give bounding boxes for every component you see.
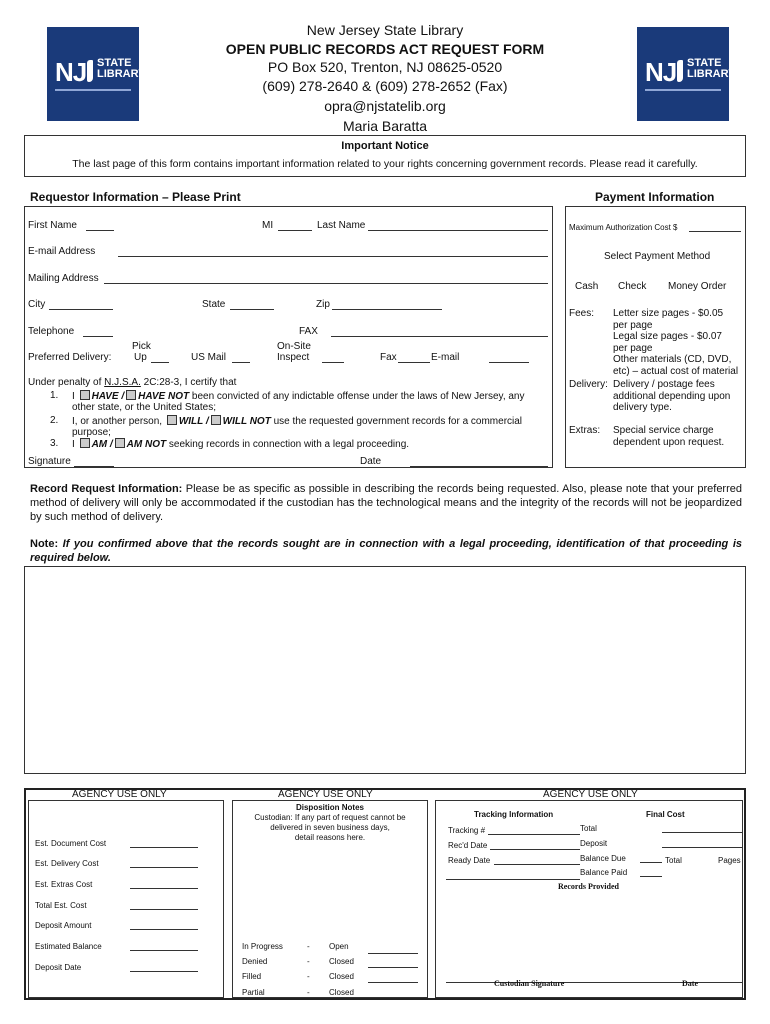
payment-check-option[interactable]: Check [618,281,647,292]
contact-name: Maria Baratta [342,118,428,134]
deposit-amount-label: Deposit Amount [35,921,92,930]
cert-1-number: 1. [50,390,59,401]
cert-2-line: I, or another person, WILL / WILL NOT use the requested government records for a commercial [72,416,523,427]
status-dash: - [307,972,310,981]
records-provided-label: Records Provided [558,882,619,891]
status-open: Open [329,942,349,951]
first-name-field[interactable] [86,230,114,231]
note-paragraph: Note: If you confirmed above that the records sought are in connection with a legal proceeding, identification of that proceeding is required below. [30,538,742,564]
est-document-cost-field[interactable] [130,847,198,848]
record-request-textarea[interactable] [24,566,746,774]
signature-label: Signature [28,456,71,467]
state-field[interactable] [230,309,274,310]
fees-list: Letter size pages - $0.05 per page Legal size pages - $0.07 per page Other materials (CD, DVD, etc) – actual cost of material [613,308,739,377]
logo-nj-text: NJ [55,57,87,87]
cert-1-line2: other state, or the United States; [72,402,216,413]
status-denied: Denied [242,957,268,966]
fees-label: Fees: [569,308,595,319]
requestor-heading: Requestor Information – Please Print [30,190,241,204]
est-delivery-cost-field[interactable] [130,867,198,868]
org-phone: (609) 278-2640 & (609) 278-2652 (Fax) [262,78,508,94]
ready-date-field[interactable] [494,864,580,865]
balance-due-field[interactable] [640,862,662,863]
status-open-field[interactable] [368,953,418,954]
status-denied-field[interactable] [368,967,418,968]
email-field[interactable] [118,256,548,257]
max-authorization-field[interactable] [689,231,741,232]
payment-cash-option[interactable]: Cash [575,281,599,292]
agency-col2-title: AGENCY USE ONLY [278,789,373,800]
city-label: City [28,299,46,310]
onsite-label-bottom: Inspect [277,352,310,363]
estimated-balance-label: Estimated Balance [35,942,102,951]
onsite-field[interactable] [322,362,344,363]
balance-paid-field[interactable] [640,876,662,877]
onsite-label-top: On-Site [277,341,311,352]
est-extras-cost-label: Est. Extras Cost [35,880,93,889]
disposition-notes: Disposition Notes Custodian: If any part of request cannot be delivered in seven business days, detail reasons here. [254,803,406,842]
status-filled-field[interactable] [368,982,418,983]
status-partial: Partial [242,988,265,997]
mi-field[interactable] [278,230,312,231]
mailing-field[interactable] [104,283,548,284]
have-not-checkbox[interactable] [126,390,136,400]
est-delivery-cost-label: Est. Delivery Cost [35,859,99,868]
status-closed: Closed [329,972,354,981]
email-label: E-mail Address [28,246,96,257]
fax-label: FAX [299,326,318,337]
agency-col3-title: AGENCY USE ONLY [543,789,638,800]
city-field[interactable] [49,309,113,310]
will-not-checkbox[interactable] [211,415,221,425]
status-filled: Filled [242,972,262,981]
deposit-date-label: Deposit Date [35,963,82,972]
pickup-label-bottom: Up [134,352,147,363]
est-document-cost-label: Est. Document Cost [35,839,107,848]
deposit-amount-field[interactable] [130,929,198,930]
notice-text: The last page of this form contains important information related to your rights concerning government records. Please read it carefully. [72,158,698,170]
us-mail-label: US Mail [191,352,227,363]
cert-2-line2: purpose; [72,427,111,438]
cert-1-line: I HAVE / HAVE NOT been convicted of any indictable offense under the laws of New Jersey, any [72,391,525,402]
total-label: Total [580,824,597,833]
delivery-list: Delivery / postage fees additional depending upon delivery type. [613,379,731,413]
important-notice-box [24,135,746,177]
zip-field[interactable] [332,309,442,310]
status-dash: - [307,988,310,997]
ready-date-label: Ready Date [448,856,491,865]
last-name-label: Last Name [317,220,366,231]
max-authorization-label: Maximum Authorization Cost $ [569,223,678,232]
mi-label: MI [262,220,274,231]
notice-title: Important Notice [341,140,429,152]
tracking-info-title: Tracking Information [474,810,554,819]
balance-due-label: Balance Due [580,854,626,863]
recd-date-label: Rec'd Date [448,841,488,850]
date-field[interactable] [410,466,548,467]
have-checkbox[interactable] [80,390,90,400]
status-dash: - [307,957,310,966]
payment-heading: Payment Information [595,190,715,204]
pickup-label-top: Pick [132,341,151,352]
email-delivery-field[interactable] [489,362,529,363]
total-pages-label: Total [665,856,682,865]
custodian-signature-label: Custodian Signature [494,979,565,988]
final-cost-field[interactable] [662,832,742,833]
tracking-extra-field[interactable] [446,879,580,880]
pickup-field[interactable] [151,362,169,363]
tracking-number-field[interactable] [488,834,580,835]
logo-state-library-text: STATE LIBRARY [687,57,736,80]
delivery-label: Delivery: [569,379,608,390]
record-request-paragraph: Record Request Information: Please be as specific as possible in describing the records being requested. Also, please note that your preferred method of delivery will only be accommodated if the custodian has the technological means and the integrity of the records will not be jeopardized by such method of delivery. [30,483,742,523]
penalty-statement: Under penalty of N.J.S.A. 2C:28-3, I certify that [28,377,237,388]
pages-label: Pages [718,856,741,865]
status-in-progress: In Progress [242,942,283,951]
telephone-label: Telephone [28,326,75,337]
deposit-date-field[interactable] [130,971,198,972]
telephone-field[interactable] [83,336,113,337]
logo-nj-text: NJ [645,57,677,87]
select-payment-label: Select Payment Method [604,251,711,262]
fax-field[interactable] [331,336,548,337]
first-name-label: First Name [28,220,77,231]
balance-paid-label: Balance Paid [580,868,628,877]
extras-list: Special service charge dependent upon request. [613,425,725,448]
zip-label: Zip [316,299,330,310]
extras-label: Extras: [569,425,601,436]
agency-col1-title: AGENCY USE ONLY [72,789,167,800]
cert-3-line: I AM / AM NOT seeking records in connection with a legal proceeding. [72,439,410,450]
email-delivery-label: E-mail [431,352,460,363]
est-extras-cost-field[interactable] [130,888,198,889]
fax-delivery-field[interactable] [398,362,430,363]
recd-date-field[interactable] [490,849,580,850]
signature-field[interactable] [74,466,114,467]
us-mail-field[interactable] [232,362,250,363]
fax-delivery-label: Fax [380,352,397,363]
form-title: OPEN PUBLIC RECORDS ACT REQUEST FORM [225,41,545,57]
mailing-label: Mailing Address [28,273,99,284]
last-name-field[interactable] [368,230,548,231]
estimated-balance-field[interactable] [130,950,198,951]
tracking-number-label: Tracking # [448,826,486,835]
am-not-checkbox[interactable] [115,438,125,448]
will-checkbox[interactable] [167,415,177,425]
custodian-date-label: Date [682,979,698,988]
am-checkbox[interactable] [80,438,90,448]
payment-money-order-option[interactable]: Money Order [668,281,727,292]
preferred-delivery-label: Preferred Delivery: [28,352,112,363]
total-est-cost-label: Total Est. Cost [35,901,87,910]
status-closed: Closed [329,957,354,966]
org-email: opra@njstatelib.org [324,98,446,114]
final-cost-title: Final Cost [646,810,685,819]
org-address: PO Box 520, Trenton, NJ 08625-0520 [267,59,503,75]
deposit-label: Deposit [580,839,608,848]
cert-2-number: 2. [50,415,59,426]
deposit-field[interactable] [662,847,742,848]
cert-3-number: 3. [50,438,59,449]
date-label: Date [360,456,382,467]
status-closed: Closed [329,988,354,997]
state-label: State [202,299,226,310]
status-dash: - [307,942,310,951]
total-est-cost-field[interactable] [130,909,198,910]
org-name: New Jersey State Library [306,22,464,38]
logo-state-library-text: STATE LIBRARY [97,57,146,80]
